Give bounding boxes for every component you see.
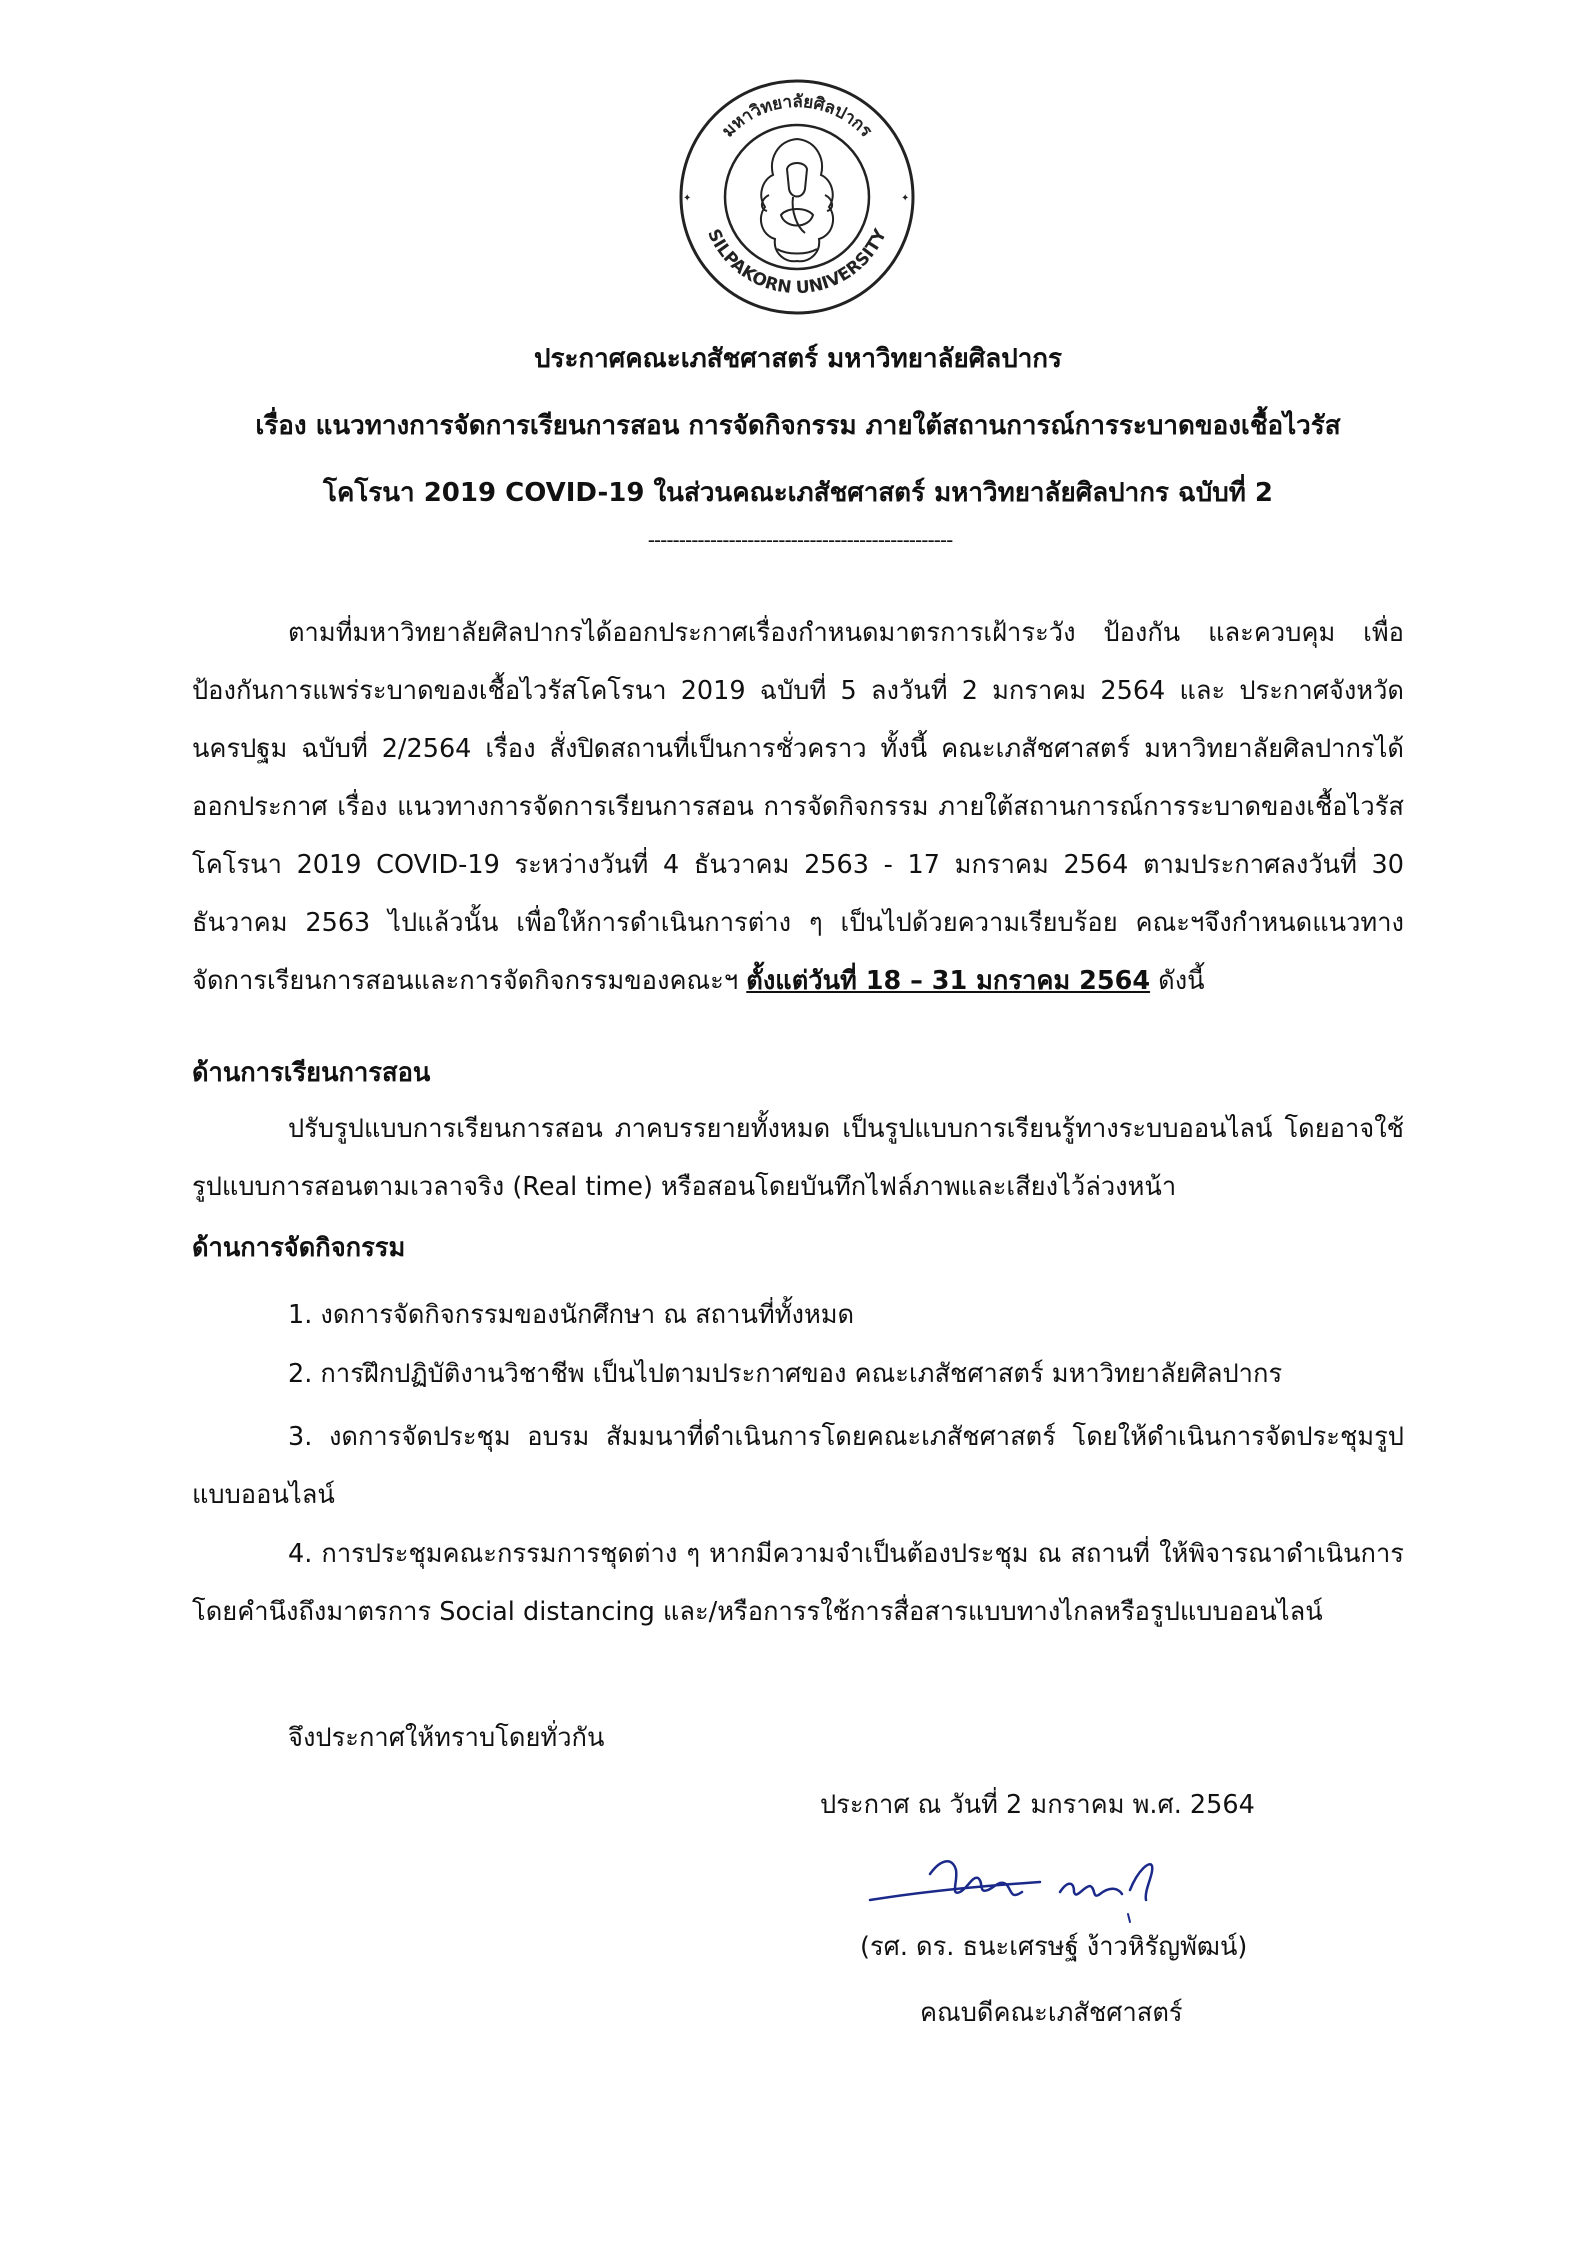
activity-item: 1. งดการจัดกิจกรรมของนักศึกษา ณ สถานที่ทั้งหมด	[288, 1300, 855, 1330]
svg-text:✦: ✦	[683, 193, 692, 204]
document-title-line3: โคโรนา 2019 COVID-19 ในส่วนคณะเภสัชศาสตร์ มหาวิทยาลัยศิลปากร ฉบับที่ 2	[322, 478, 1273, 508]
intro-date-range: ตั้งแต่วันที่ 18 – 31 มกราคม 2564	[746, 966, 1151, 996]
handwritten-signature	[860, 1830, 1220, 1940]
seal-bottom-text: SILPAKORN UNIVERSITY	[703, 226, 891, 299]
signer-name: (รศ. ดร. ธนะเศรษฐ์ ง้าวหิรัญพัฒน์)	[860, 1932, 1248, 1962]
closing-statement: จึงประกาศให้ทราบโดยทั่วกัน	[288, 1723, 605, 1753]
teaching-heading: ด้านการเรียนการสอน	[192, 1058, 431, 1088]
activity-item: 3. งดการจัดประชุม อบรม สัมมนาที่ดำเนินการโดยคณะเภสัชศาสตร์ โดยให้ดำเนินการจัดประชุมรูปแบบออนไลน์	[192, 1422, 1404, 1510]
title-separator: -------------------------------------------------	[647, 528, 953, 552]
document-title-line1: ประกาศคณะเภสัชศาสตร์ มหาวิทยาลัยศิลปากร	[533, 344, 1063, 374]
activity-item: 2. การฝึกปฏิบัติงานวิชาชีพ เป็นไปตามประกาศของ คณะเภสัชศาสตร์ มหาวิทยาลัยศิลปากร	[288, 1359, 1283, 1389]
announcement-date: ประกาศ ณ วันที่ 2 มกราคม พ.ศ. 2564	[820, 1790, 1255, 1820]
seal-top-text: มหาวิทยาลัยศิลปากร	[718, 91, 876, 142]
intro-tail: ดังนี้	[1150, 966, 1205, 996]
university-seal-logo	[677, 77, 917, 317]
intro-paragraph	[192, 604, 1404, 1010]
activities-heading: ด้านการจัดกิจกรรม	[192, 1233, 406, 1263]
signer-position: คณบดีคณะเภสัชศาสตร์	[920, 1998, 1183, 2028]
svg-text:มหาวิทยาลัยศิลปากร	[718, 92, 876, 142]
teaching-text: ปรับรูปแบบการเรียนการสอน ภาคบรรยายทั้งหมด เป็นรูปแบบการเรียนรู้ทางระบบออนไลน์ โดยอาจใช้รูปแบบการสอนตามเวลาจริง (Real time) หรือสอนโดยบันทึกไฟล์ภาพและเสียงไว้ล่วงหน้า	[192, 1114, 1404, 1202]
svg-text:✦: ✦	[901, 193, 910, 204]
activity-item: 4. การประชุมคณะกรรมการชุดต่าง ๆ หากมีความจำเป็นต้องประชุม ณ สถานที่ ให้พิจารณาดำเนินการโดยคำนึงถึงมาตรการ Social distancing และ/หรือการรใช้การสื่อสารแบบทางไกลหรือรูปแบบออนไลน์	[192, 1539, 1404, 1627]
document-title-line2: เรื่อง แนวทางการจัดการเรียนการสอน การจัดกิจกรรม ภายใต้สถานการณ์การระบาดของเชื้อไวรัส	[255, 411, 1341, 441]
intro-text: ตามที่มหาวิทยาลัยศิลปากรได้ออกประกาศเรื่องกำหนดมาตรการเฝ้าระวัง ป้องกัน และควบคุม เพื่อป้องกันการแพร่ระบาดของเชื้อไวรัสโคโรนา 2019 ฉบับที่ 5 ลงวันที่ 2 มกราคม 2564 และ ประกาศจังหวัดนครปฐม ฉบับที่ 2/2564 เรื่อง สั่งปิดสถานที่เป็นการชั่วคราว ทั้งนี้ คณะเภสัชศาสตร์ มหาวิทยาลัยศิลปากรได้ออกประกาศ เรื่อง แนวทางการจัดการเรียนการสอน การจัดกิจกรรม ภายใต้สถานการณ์การระบาดของเชื้อไวรัสโคโรนา 2019 COVID-19 ระหว่างวันที่ 4 ธันวาคม 2563 - 17 มกราคม 2564 ตามประกาศลงวันที่ 30 ธันวาคม 2563 ไปแล้วนั้น เพื่อให้การดำเนินการต่าง ๆ เป็นไปด้วยความเรียบร้อย คณะฯจึงกำหนดแนวทางจัดการเรียนการสอนและการจัดกิจกรรมของคณะฯ	[192, 618, 1404, 996]
teaching-paragraph	[192, 1100, 1404, 1216]
